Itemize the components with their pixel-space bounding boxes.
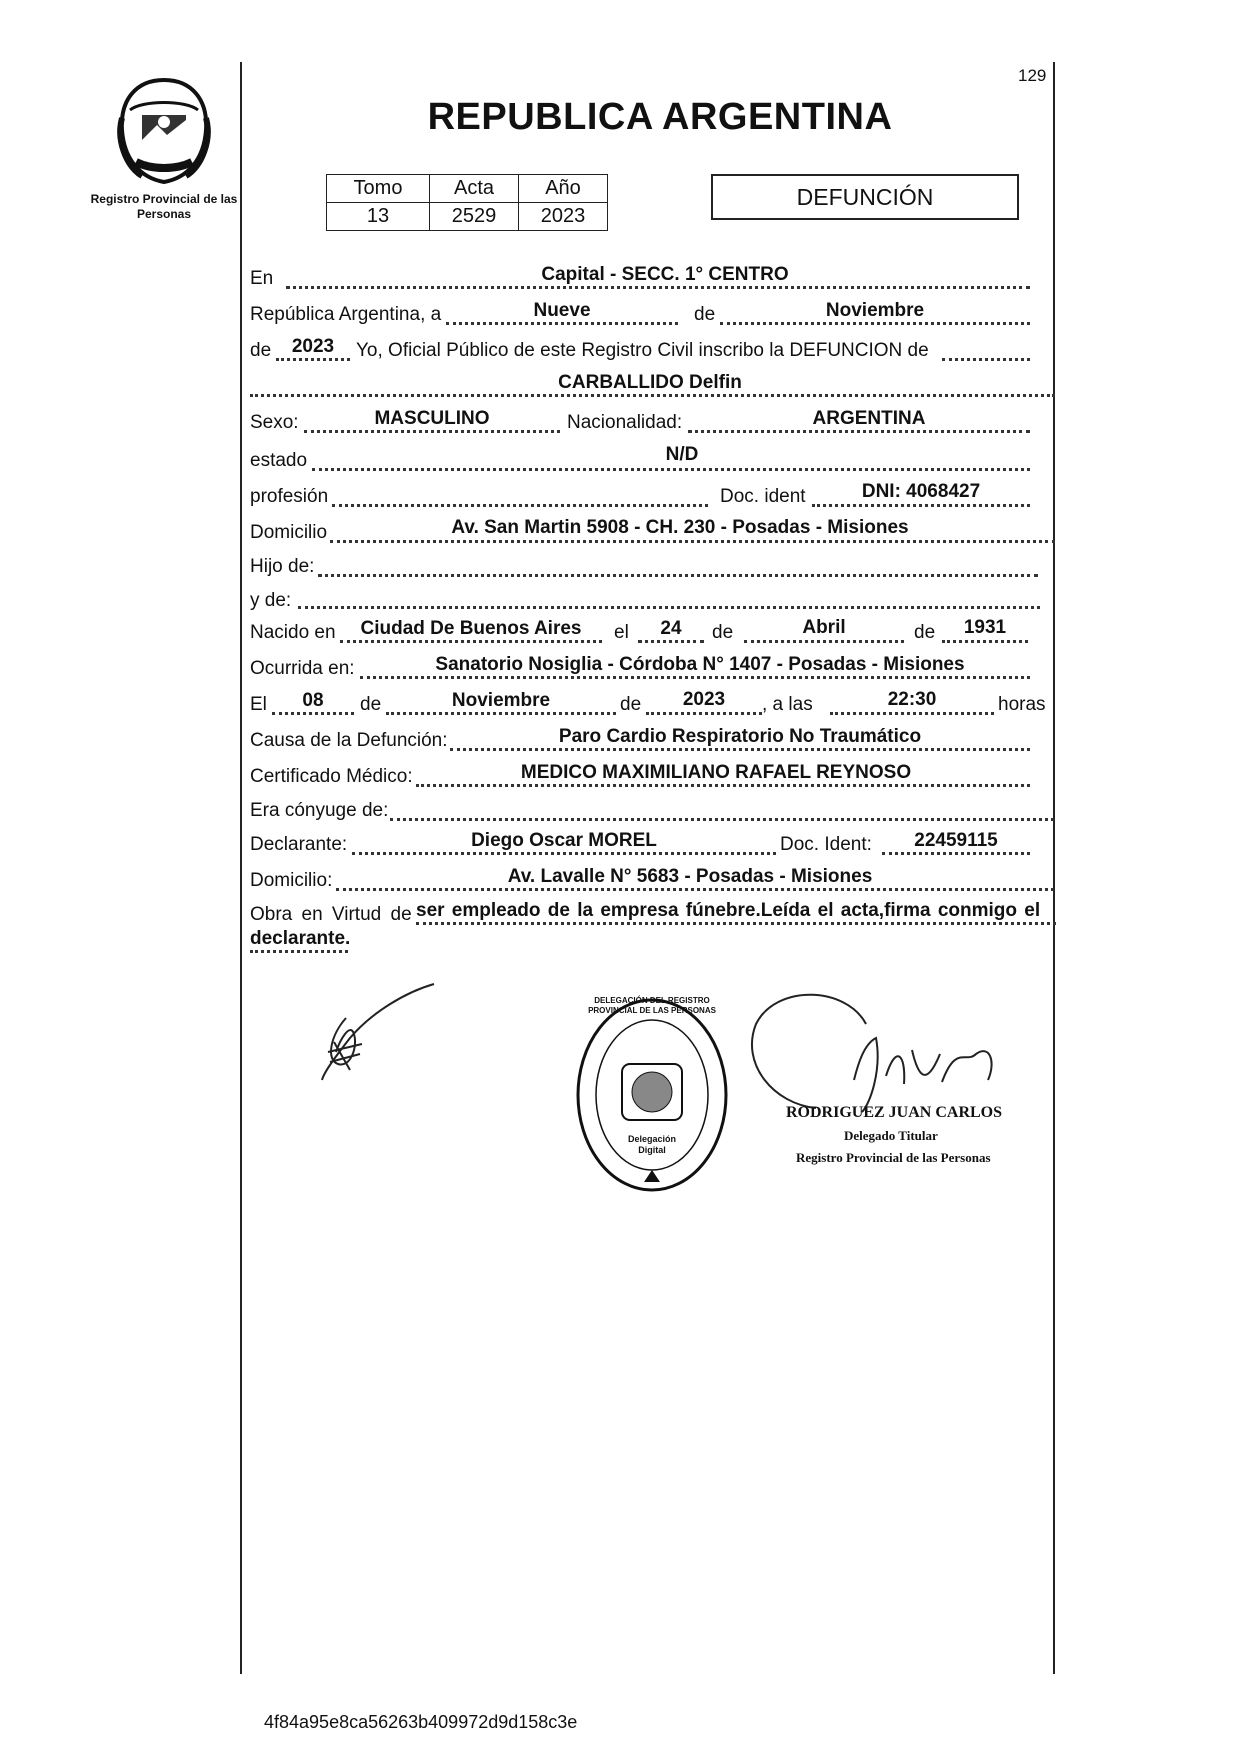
dots-fal-dia [272, 712, 354, 715]
value-dia-inscripcion: Nueve [533, 300, 591, 321]
dots-sexo [304, 430, 560, 433]
dots-nacido-en [340, 640, 602, 643]
label-domicilio-2: Domicilio: [250, 870, 333, 891]
dots-y-de [298, 606, 1040, 609]
dots-yo-oficial [942, 358, 1030, 361]
value-mes-inscripcion: Noviembre [825, 300, 925, 321]
dots-nacionalidad [688, 430, 1030, 433]
provincial-emblem-icon [112, 70, 216, 188]
value-fallecimiento-anio: 2023 [682, 689, 726, 710]
label-en: En [250, 268, 274, 289]
value-nacido-en: Ciudad De Buenos Aires [360, 618, 582, 639]
dots-lugar [286, 286, 1030, 289]
label-de-4: de [914, 622, 936, 643]
dots-dia [446, 322, 678, 325]
dots-declarante-domicilio [336, 888, 1054, 891]
record-type-box: DEFUNCIÓN [711, 174, 1019, 220]
dots-causa [450, 748, 1030, 751]
value-hora: 22:30 [887, 689, 937, 710]
value-declarante-domicilio: Av. Lavalle N° 5683 - Posadas - Misiones [507, 866, 873, 887]
value-nacionalidad: ARGENTINA [812, 408, 926, 429]
seal-inner-text: Delegación Digital [627, 1134, 676, 1155]
dots-conyuge [390, 818, 1054, 821]
label-de-2: de [250, 340, 272, 361]
value-nacimiento-mes: Abril [802, 617, 846, 638]
dots-hijo-de [318, 574, 1038, 577]
label-nacionalidad: Nacionalidad: [567, 412, 683, 433]
label-el: el [614, 622, 629, 643]
label-causa: Causa de la Defunción: [250, 730, 448, 751]
label-sexo: Sexo: [250, 412, 299, 433]
dots-mes [720, 322, 1030, 325]
ref-value-anio: 2023 [519, 203, 608, 231]
dots-estado [312, 468, 1030, 471]
ref-value-acta: 2529 [430, 203, 519, 231]
left-margin-rule [240, 62, 242, 1674]
value-fallecido: CARBALLIDO Delfin [558, 372, 742, 393]
value-documento: DNI: 4068427 [861, 481, 981, 502]
value-nacimiento-anio: 1931 [963, 617, 1007, 638]
value-lugar: Capital - SECC. 1° CENTRO [541, 264, 789, 285]
dots-fallecido [250, 394, 1055, 397]
officer-name: RODRIGUEZ JUAN CARLOS [786, 1104, 1003, 1121]
dots-domicilio [330, 540, 1055, 543]
page-title: REPUBLICA ARGENTINA [427, 96, 893, 138]
value-nacimiento-dia: 24 [660, 618, 682, 639]
value-causa: Paro Cardio Respiratorio No Traumático [558, 726, 922, 747]
officer-role: Delegado Titular [844, 1128, 938, 1143]
dots-obra-1 [416, 922, 1056, 925]
label-profesion: profesión [250, 486, 329, 507]
label-obra: Obra en Virtud de [250, 904, 412, 925]
label-y-de: y de: [250, 590, 292, 611]
label-hijo-de: Hijo de: [250, 556, 315, 577]
label-declarante: Declarante: [250, 834, 348, 855]
right-margin-rule [1053, 62, 1055, 1674]
label-yo-oficial: Yo, Oficial Público de este Registro Civil inscribo la DEFUNCION de [356, 340, 929, 361]
label-doc-ident: Doc. ident [720, 486, 806, 507]
value-ocurrida-en: Sanatorio Nosiglia - Córdoba N° 1407 - Posadas - Misiones [435, 654, 965, 675]
dots-declarante-doc [882, 852, 1030, 855]
value-fallecimiento-dia: 08 [302, 690, 324, 711]
value-declarante: Diego Oscar MOREL [471, 830, 657, 851]
value-obra-1: ser empleado de la empresa fúnebre.Leída el acta,firma conmigo el [416, 900, 1041, 921]
dots-obra-2 [250, 950, 348, 953]
value-declarante-doc: 22459115 [914, 830, 998, 851]
officer-office: Registro Provincial de las Personas [796, 1150, 991, 1165]
ref-value-tomo: 13 [327, 203, 430, 231]
label-domicilio: Domicilio [250, 522, 328, 543]
label-ocurrida-en: Ocurrida en: [250, 658, 355, 679]
value-domicilio: Av. San Martin 5908 - CH. 230 - Posadas - Misiones [451, 517, 909, 538]
reference-table [326, 174, 608, 231]
dots-hora [830, 712, 994, 715]
dots-fal-anio [646, 712, 762, 715]
value-obra-2: declarante. [250, 928, 351, 949]
dots-fal-mes [386, 712, 616, 715]
dots-documento [812, 504, 1030, 507]
dots-ocurrida-en [360, 676, 1030, 679]
dots-anio [276, 358, 350, 361]
label-de-1: de [694, 304, 716, 325]
seal-outer-text: DELEGACIÓN DEL REGISTRO PROVINCIAL DE LAS PERSONAS [588, 996, 716, 1015]
label-horas: horas [998, 694, 1046, 715]
registry-name: Registro Provincial de las Personas [90, 192, 238, 221]
dots-declarante [352, 852, 776, 855]
label-de-5: de [360, 694, 382, 715]
label-doc-ident-2: Doc. Ident: [780, 834, 872, 855]
value-certificado-medico: MEDICO MAXIMILIANO RAFAEL REYNOSO [520, 762, 912, 783]
label-de-6: de [620, 694, 642, 715]
label-de-3: de [712, 622, 734, 643]
dots-nac-mes [744, 640, 904, 643]
label-republica: República Argentina, a [250, 304, 442, 325]
label-el-cap: El [250, 694, 267, 715]
dots-nac-anio [942, 640, 1028, 643]
official-seal [572, 994, 732, 1196]
ref-header-tomo: Tomo [327, 175, 430, 203]
declarant-signature-icon [310, 978, 450, 1088]
ref-header-acta: Acta [430, 175, 519, 203]
value-fallecimiento-mes: Noviembre [451, 690, 551, 711]
footer-hash: 4f84a95e8ca56263b409972d9d158c3e [264, 1712, 578, 1732]
label-conyuge: Era cónyuge de: [250, 800, 389, 821]
value-sexo: MASCULINO [374, 408, 490, 429]
dots-nac-dia [638, 640, 704, 643]
label-certificado: Certificado Médico: [250, 766, 413, 787]
label-nacido-en: Nacido en [250, 622, 336, 643]
label-a-las: , a las [762, 694, 813, 715]
page-number: 129 [1018, 66, 1047, 85]
dots-certificado [416, 784, 1030, 787]
dots-profesion [332, 504, 708, 507]
officer-signature-icon [746, 984, 1026, 1124]
ref-header-anio: Año [519, 175, 608, 203]
value-estado: N/D [665, 444, 699, 465]
label-estado: estado [250, 450, 308, 471]
value-anio-inscripcion: 2023 [291, 336, 335, 357]
